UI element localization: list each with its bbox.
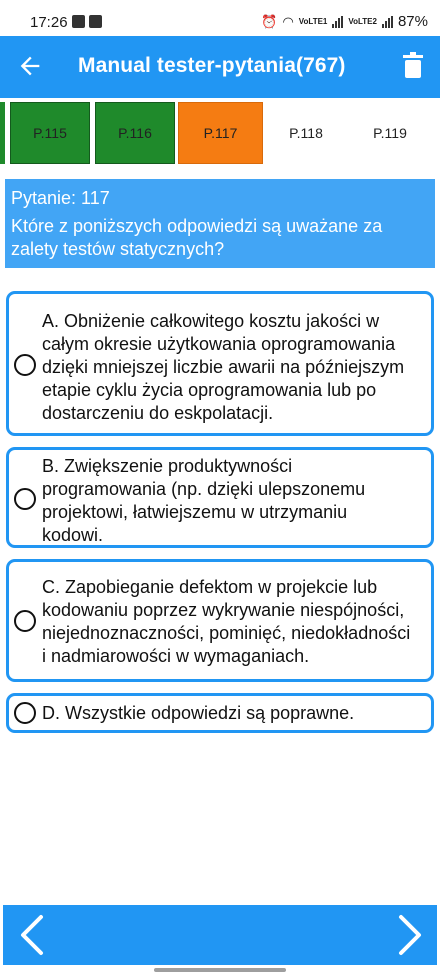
radio-button[interactable] (14, 702, 36, 724)
answer-line: dostarczeniu do eskpolatacji. (42, 403, 274, 423)
notification-icons (72, 15, 102, 28)
alarm-icon: ⏰ (261, 13, 278, 29)
tab-p116[interactable] (95, 102, 175, 164)
network-1-label: VoLTE1 (298, 16, 328, 26)
answer-text (42, 702, 431, 725)
answer-text (42, 576, 431, 668)
gallery-notification-icon (72, 15, 85, 28)
answer-line: projektowi, łatwiejszemu w utrzymaniu (42, 502, 348, 522)
battery-level: 87% (397, 13, 428, 30)
tab-p118[interactable] (266, 102, 346, 164)
answer-line: niejednoznaczności, pominięć, niedokładności (42, 623, 411, 643)
question-box (5, 179, 435, 268)
wifi-icon: ◠ (282, 13, 294, 29)
answer-line: etapie cyklu życia oprogramowania lub po (42, 380, 377, 400)
tab-p117[interactable] (178, 102, 263, 164)
bottom-navigation (3, 905, 437, 965)
tab-label: P.117 (203, 125, 238, 141)
tab-label: P.116 (118, 125, 152, 141)
radio-button[interactable] (14, 354, 36, 376)
system-status (261, 13, 428, 30)
question-line: Które z poniższych odpowiedzi są uważane za (11, 216, 383, 236)
radio-button[interactable] (14, 488, 36, 510)
signal-2-icon (382, 16, 393, 28)
answer-line: D. Wszystkie odpowiedzi są poprawne. (42, 703, 355, 723)
arrow-left-icon[interactable] (16, 52, 44, 80)
question-tabs (0, 99, 440, 167)
status-time: 17:26 (30, 14, 68, 31)
answer-line: A. Obniżenie całkowitego kosztu jakości w (42, 311, 380, 331)
question-line: zalety testów statycznych? (11, 239, 225, 259)
answer-option-d[interactable] (6, 693, 434, 733)
question-number: Pytanie: 117 (11, 188, 110, 208)
answer-option-b[interactable] (6, 447, 434, 548)
tab-p119[interactable] (350, 102, 430, 164)
answer-line: dzięki mniejszej liczbie awarii na późniejszym (42, 357, 405, 377)
answer-text (42, 310, 431, 425)
answer-line: programowania (np. dzięki ulepszonemu (42, 479, 366, 499)
app-bar (0, 36, 440, 98)
network-2-label: VoLTE2 (348, 16, 377, 26)
page-title: Manual tester-pytania(767) (78, 54, 346, 77)
trash-icon[interactable] (402, 52, 424, 78)
answer-line: całym okresie użytkowania oprogramowania (42, 334, 396, 354)
tab-label: P.115 (33, 125, 67, 141)
tab-previous-stub[interactable] (0, 102, 5, 164)
answer-line: B. Zwiększenie produktywności (42, 456, 293, 476)
chevron-left-icon[interactable] (17, 913, 47, 957)
question-text (11, 215, 429, 261)
tab-label: P.119 (373, 125, 407, 141)
answer-option-c[interactable] (6, 559, 434, 682)
tab-p115[interactable] (10, 102, 90, 164)
signal-1-icon (332, 16, 343, 28)
answer-line: kodowaniu poprzez wykrywanie niespójności, (42, 600, 405, 620)
answer-line: kodowi. (42, 525, 104, 545)
tab-label: P.118 (289, 125, 323, 141)
answer-line: C. Zapobieganie defektom w projekcie lub (42, 577, 378, 597)
answer-option-a[interactable] (6, 291, 434, 436)
image-notification-icon (89, 15, 102, 28)
radio-button[interactable] (14, 610, 36, 632)
answer-line: i nadmiarowości w wymaganiach. (42, 646, 310, 666)
chevron-right-icon[interactable] (395, 913, 425, 957)
home-indicator[interactable] (154, 968, 286, 972)
answer-text (42, 455, 431, 547)
